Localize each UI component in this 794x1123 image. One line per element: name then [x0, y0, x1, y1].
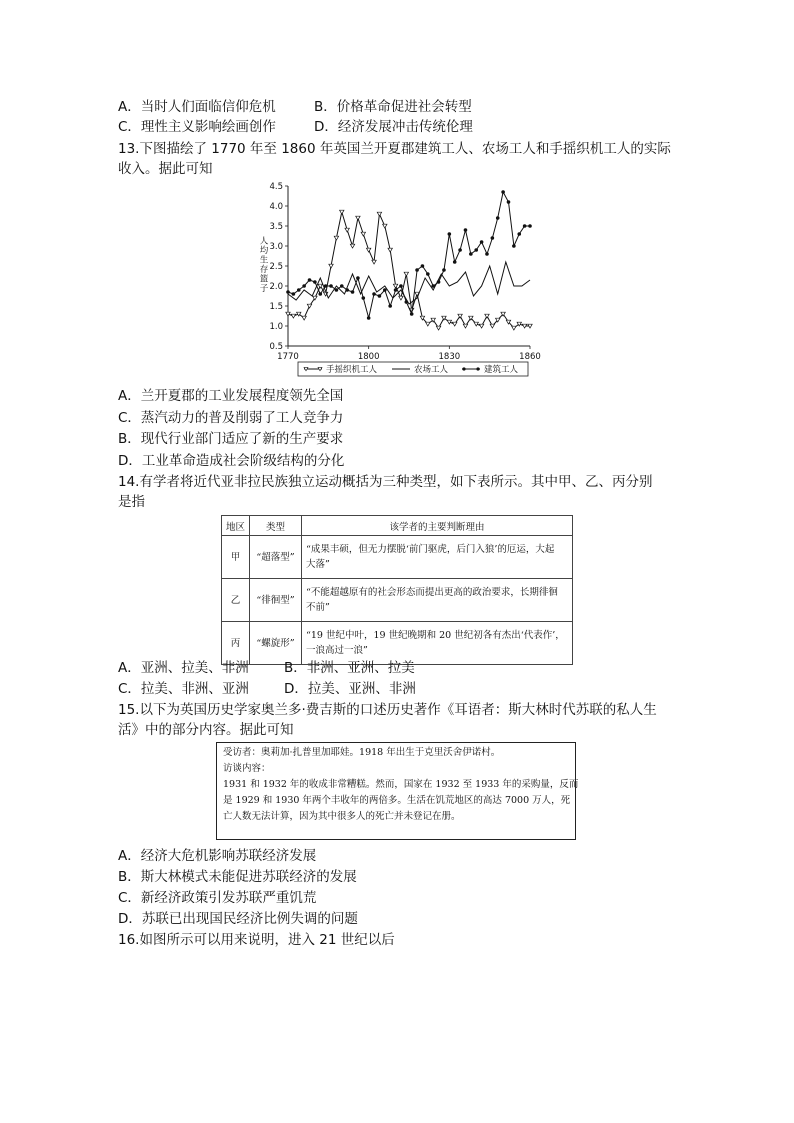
data-point	[431, 284, 435, 288]
data-point	[501, 190, 505, 194]
table-cell-region: 丙	[222, 622, 250, 665]
data-point	[405, 300, 409, 304]
data-point	[458, 248, 462, 252]
interview-label: 访谈内容：	[223, 763, 271, 774]
data-point	[292, 292, 296, 296]
y-axis-label-char: 人	[259, 236, 269, 247]
data-point	[329, 284, 333, 288]
x-tick-label: 1800	[357, 352, 380, 362]
y-tick-label: 2.5	[269, 262, 283, 272]
data-point	[485, 314, 489, 318]
q13-option-c: C．蒸汽动力的普及削弱了工人竞争力	[118, 410, 344, 426]
data-point	[367, 316, 371, 320]
q15-option-a: A．经济大危机影响苏联经济发展	[118, 848, 317, 864]
data-point	[334, 236, 338, 240]
series-line-1	[288, 212, 530, 328]
x-tick-label: 1830	[438, 352, 461, 362]
data-point	[377, 212, 381, 216]
data-point	[469, 252, 473, 256]
data-point	[453, 260, 457, 264]
data-point	[383, 288, 387, 292]
data-point	[324, 284, 328, 288]
data-point	[463, 324, 467, 328]
legend-label: 手摇织机工人	[326, 365, 378, 375]
reason-line-1: “19 世纪中叶，19 世纪晚期和 20 世纪初各有杰出‘代表作’，	[306, 630, 565, 641]
data-point	[356, 276, 360, 280]
data-point	[448, 232, 452, 236]
q12-option-d: D．经济发展冲击传统伦理	[314, 119, 473, 135]
q15-option-b: B．斯大林模式未能促进苏联经济的发展	[118, 869, 357, 885]
data-point	[528, 224, 532, 228]
q14-stem-line2: 是指	[118, 494, 145, 510]
data-point	[388, 304, 392, 308]
table-header-region: 地区	[222, 516, 250, 536]
data-point	[350, 244, 354, 248]
legend-marker	[476, 367, 479, 370]
data-point	[329, 264, 333, 268]
table-cell-type: “徘徊型”	[250, 579, 302, 622]
data-point	[286, 290, 290, 294]
q15-stem-line2: 活》中的部分内容。据此可知	[118, 722, 294, 738]
data-point	[410, 312, 414, 316]
q12-option-c: C．理性主义影响绘画创作	[118, 119, 276, 135]
data-point	[372, 292, 376, 296]
legend-label: 农场工人	[414, 365, 449, 375]
reason-line-1: “不能超越原有的社会形态而提出更高的政治要求，长期徘徊	[306, 587, 558, 598]
reason-line-2: 大落”	[306, 559, 330, 570]
q15-option-c: C．新经济政策引发苏联严重饥荒	[118, 890, 317, 906]
q13-stem-line2: 收入。据此可知	[118, 161, 213, 177]
data-point	[523, 224, 527, 228]
interview-text-line: 亡人数无法计算，因为其中很多人的死亡并未登记在册。	[223, 811, 461, 822]
data-point	[388, 248, 392, 252]
interviewee-line: 受访者：奥莉加·扎普里加耶娃。1918 年出生于克里沃舍伊诺村。	[223, 747, 501, 758]
table-cell-region: 乙	[222, 579, 250, 622]
data-point	[340, 284, 344, 288]
reason-line-2: 一浪高过一浪”	[306, 645, 368, 656]
data-point	[378, 294, 382, 298]
table-row	[222, 536, 573, 579]
data-point	[426, 272, 430, 276]
data-point	[474, 248, 478, 252]
data-point	[351, 290, 355, 294]
table-header-row	[222, 516, 573, 536]
y-axis-label-char: 存	[259, 265, 269, 275]
y-tick-label: 2.0	[269, 282, 283, 292]
q12-options-row1	[118, 97, 472, 117]
data-point	[307, 304, 311, 308]
legend-label: 建筑工人	[484, 365, 519, 375]
table-header-reason: 该学者的主要判断理由	[302, 516, 573, 536]
data-point	[436, 326, 440, 330]
series-line-2	[288, 262, 530, 304]
y-axis-label-char: 均	[259, 246, 269, 256]
data-point	[302, 284, 306, 288]
data-point	[302, 316, 306, 320]
data-point	[393, 284, 397, 288]
q12-option-b: B．价格革命促进社会转型	[314, 99, 472, 115]
data-point	[366, 248, 370, 252]
q13-option-d: D．工业革命造成社会阶级结构的分化	[118, 453, 345, 469]
q13-stem-line1: 13.下图描绘了 1770 年至 1860 年英国兰开夏郡建筑工人、农场工人和手摇织机工人的实际	[118, 141, 671, 157]
q12-option-a: A．当时人们面临信仰危机	[118, 99, 276, 115]
data-point	[512, 244, 516, 248]
data-point	[399, 284, 403, 288]
data-point	[453, 322, 457, 326]
real-income-chart	[250, 180, 550, 385]
data-point	[335, 288, 339, 292]
data-point	[496, 216, 500, 220]
table-cell-type: “螺旋形”	[250, 622, 302, 665]
data-point	[415, 268, 419, 272]
legend-marker	[462, 367, 465, 370]
q15-stem-line1: 15.以下为英国历史学家奥兰多·费吉斯的口述历史著作《耳语者：斯大林时代苏联的私人生	[118, 702, 657, 718]
y-tick-label: 3.0	[269, 242, 283, 252]
q14-options-row1	[118, 658, 415, 678]
chart-svg	[250, 180, 550, 385]
q12-options-row2	[118, 117, 473, 137]
q15-option-d: D．苏联已出现国民经济比例失调的问题	[118, 911, 358, 927]
data-point	[345, 288, 349, 292]
data-point	[313, 280, 317, 284]
y-tick-label: 1.5	[269, 302, 283, 312]
y-tick-label: 1.0	[269, 322, 283, 332]
data-point	[485, 252, 489, 256]
q16-stem: 16.如图所示可以用来说明，进入 21 世纪以后	[118, 932, 395, 948]
data-point	[437, 280, 441, 284]
data-point	[308, 278, 312, 282]
table-cell-reason	[302, 536, 573, 579]
reason-line-1: “成果丰硕，但无力摆脱‘前门驱虎，后门入狼’的厄运，大起	[306, 544, 555, 555]
table-cell-type: “超落型”	[250, 536, 302, 579]
data-point	[479, 324, 483, 328]
reason-line-2: 不前”	[306, 602, 330, 613]
y-tick-label: 3.5	[269, 222, 283, 232]
data-point	[356, 216, 360, 220]
y-tick-label: 4.0	[269, 202, 283, 212]
data-point	[426, 322, 430, 326]
series-line-3	[288, 192, 530, 318]
data-point	[394, 288, 398, 292]
data-point	[372, 260, 376, 264]
data-point	[297, 288, 301, 292]
x-tick-label: 1770	[277, 352, 299, 362]
interview-text-line: 1931 和 1932 年的收成非常糟糕。然而，国家在 1932 至 1933 年的采购量，反而	[223, 779, 579, 790]
data-point	[490, 324, 494, 328]
q14-option-b: B．非洲、亚洲、拉美	[284, 660, 415, 676]
data-point	[318, 292, 322, 296]
data-point	[421, 264, 425, 268]
data-point	[491, 236, 495, 240]
table-header-type: 类型	[250, 516, 302, 536]
data-point	[361, 232, 365, 236]
interview-text-line: 是 1929 和 1930 年两个丰收年的两倍多。生活在饥荒地区的高达 7000 万人，死	[223, 795, 571, 806]
table-row	[222, 579, 573, 622]
data-point	[383, 224, 387, 228]
y-axis-label-char: 子	[259, 284, 269, 294]
data-point	[480, 240, 484, 244]
y-tick-label: 0.5	[269, 342, 283, 352]
data-point	[507, 200, 511, 204]
data-point	[517, 232, 521, 236]
x-tick-label: 1860	[519, 352, 541, 362]
data-point	[464, 228, 468, 232]
q14-stem-line1: 14.有学者将近代亚非拉民族独立运动概括为三种类型，如下表所示。其中甲、乙、丙分别	[118, 474, 653, 490]
y-axis-label-char: 篮	[259, 274, 269, 285]
data-point	[442, 268, 446, 272]
data-point	[361, 296, 365, 300]
q13-option-a: A．兰开夏郡的工业发展程度领先全国	[118, 388, 344, 404]
data-point	[404, 272, 408, 276]
y-tick-label: 4.5	[269, 182, 283, 192]
data-point	[512, 326, 516, 330]
q13-option-b: B．现代行业部门适应了新的生产要求	[118, 431, 344, 447]
q14-option-d: D．拉美、亚洲、非洲	[284, 681, 416, 697]
q14-option-c: C．拉美、非洲、亚洲	[118, 681, 249, 697]
q14-options-row2	[118, 679, 416, 699]
data-point	[345, 228, 349, 232]
y-axis-label-char: 生	[259, 255, 269, 266]
data-point	[291, 314, 295, 318]
independence-types-table	[221, 515, 573, 665]
q14-option-a: A．亚洲、拉美、非洲	[118, 660, 249, 676]
interview-excerpt-box	[216, 742, 579, 840]
data-point	[340, 210, 344, 214]
data-point	[399, 296, 403, 300]
table-cell-region: 甲	[222, 536, 250, 579]
table-cell-reason	[302, 579, 573, 622]
